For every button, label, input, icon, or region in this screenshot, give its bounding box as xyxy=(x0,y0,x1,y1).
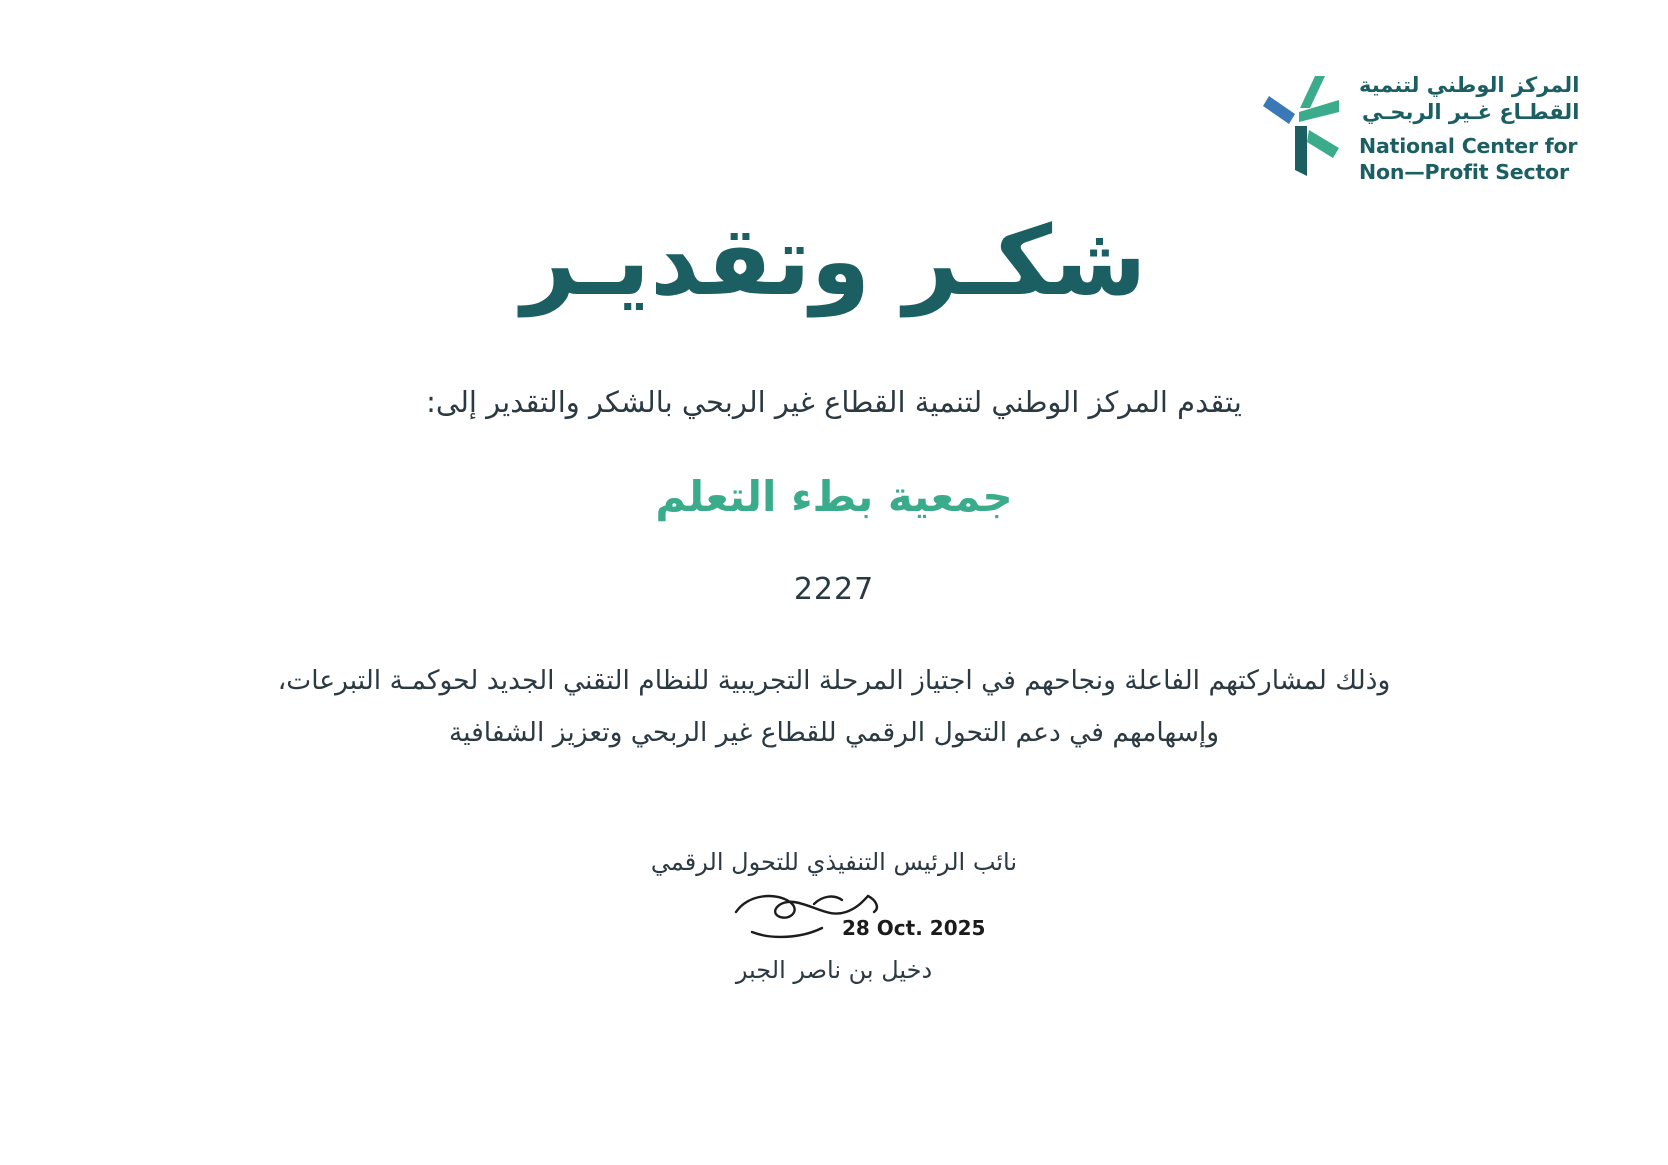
signature-block xyxy=(0,848,1668,984)
ncnp-star-icon xyxy=(1255,74,1341,178)
certificate-intro-text: يتقدم المركز الوطني لتنمية القطاع غير الربحي بالشكر والتقدير إلى: xyxy=(426,385,1242,419)
signature-date: 28 Oct. 2025 xyxy=(842,916,986,940)
logo-english-line-1: National Center for xyxy=(1359,133,1578,158)
certificate-body-line-1: وذلك لمشاركتهم الفاعلة ونجاحهم في اجتياز المرحلة التجريبية للنظام التقني الجديد لحوكمـة التبرعات، xyxy=(277,665,1391,696)
logo-arabic-line-2: القطـاع غـير الربحـي xyxy=(1361,99,1580,124)
recipient-number: 2227 xyxy=(793,572,875,607)
certificate-body-line-2: وإسهامهم في دعم التحول الرقمي للقطاع غير الربحي وتعزيز الشفافية xyxy=(448,716,1220,748)
certificate-body xyxy=(0,655,1668,758)
recipient-name: جمعية بطء التعلم xyxy=(655,472,1013,521)
signatory-name: دخيل بن ناصر الجبر xyxy=(735,956,933,984)
certificate-title: شكـر وتقديـر xyxy=(521,205,1147,317)
organization-logo xyxy=(1255,72,1579,185)
logo-english-line-2: Non—Profit Sector xyxy=(1359,159,1569,184)
signatory-role: نائب الرئيس التنفيذي للتحول الرقمي xyxy=(650,848,1018,876)
logo-arabic-line-1: المركز الوطني لتنمية xyxy=(1359,73,1580,97)
signature-area xyxy=(0,882,1668,950)
